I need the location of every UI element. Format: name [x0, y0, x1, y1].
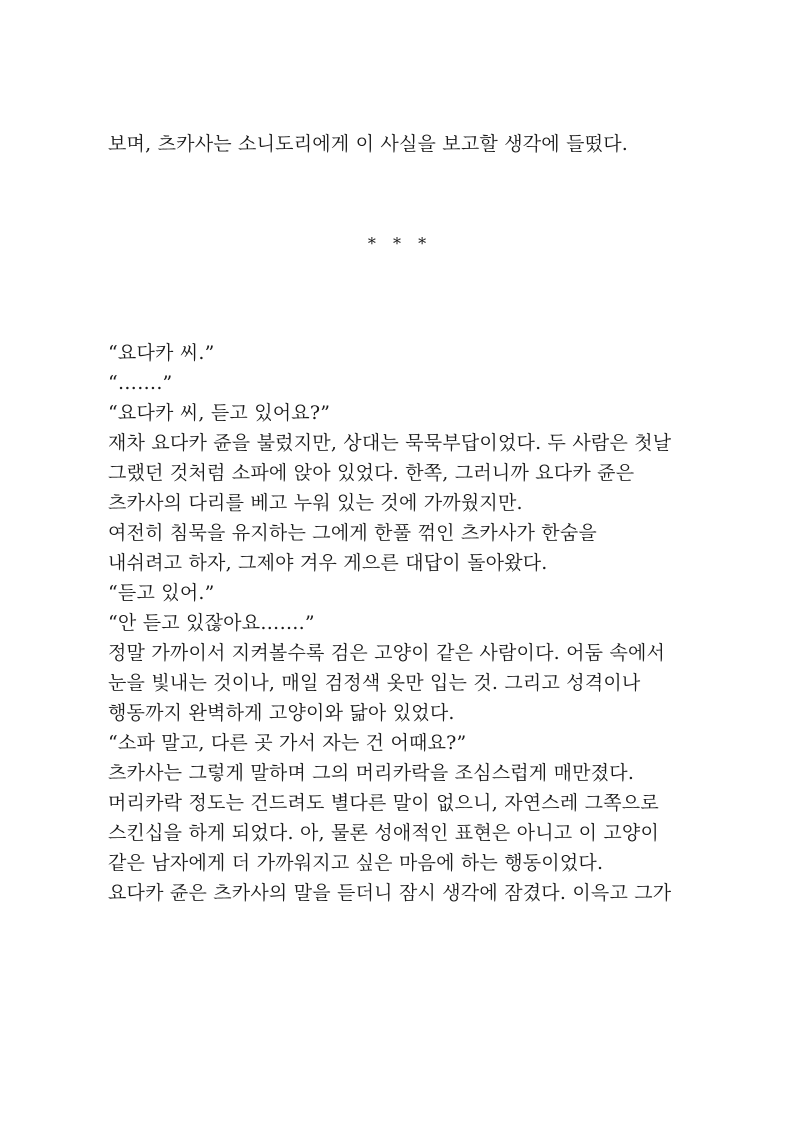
paragraph-line: 츠카사는 그렇게 말하며 그의 머리카락을 조심스럽게 매만졌다.	[108, 762, 635, 784]
paragraph-line: 보며, 츠카사는 소니도리에게 이 사실을 보고할 생각에 들떴다.	[108, 133, 629, 155]
dialogue-line: “소파 말고, 다른 곳 가서 자는 건 어때요?”	[108, 732, 467, 754]
dialogue-line: “듣고 있어.”	[108, 582, 215, 604]
paragraph-line: 그랬던 것처럼 소파에 앉아 있었다. 한쪽, 그러니까 요다카 쥰은	[108, 462, 635, 484]
dialogue-line: “안 듣고 있잖아요…….”	[108, 612, 315, 634]
paragraph-line: 행동까지 완벽하게 고양이와 닮아 있었다.	[108, 702, 455, 724]
dialogue-line: “요다카 씨, 듣고 있어요?”	[108, 402, 331, 424]
paragraph-line: 머리카락 정도는 건드려도 별다른 말이 없으니, 자연스레 그쪽으로	[108, 792, 659, 814]
paragraph-line: 같은 남자에게 더 가까워지고 싶은 마음에 하는 행동이었다.	[108, 852, 604, 874]
paragraph-line: 스킨십을 하게 되었다. 아, 물론 성애적인 표현은 아니고 이 고양이	[108, 822, 660, 844]
paragraph-line: 내쉬려고 하자, 그제야 겨우 게으른 대답이 돌아왔다.	[108, 552, 548, 574]
paragraph-line: 정말 가까이서 지켜볼수록 검은 고양이 같은 사람이다. 어둠 속에서	[108, 642, 666, 664]
dialogue-line: “요다카 씨.”	[108, 342, 215, 364]
paragraph-line: 재차 요다카 쥰을 불렀지만, 상대는 묵묵부답이었다. 두 사람은 첫날	[108, 432, 672, 454]
paragraph-line: 여전히 침묵을 유지하는 그에게 한풀 꺾인 츠카사가 한숨을	[108, 522, 597, 544]
paragraph-line: 요다카 쥰은 츠카사의 말을 듣더니 잠시 생각에 잠겼다. 이윽고 그가	[108, 882, 672, 904]
paragraph-line: 츠카사의 다리를 베고 누워 있는 것에 가까웠지만.	[108, 492, 523, 514]
dialogue-line: “…….”	[108, 372, 173, 394]
scene-break: * * *	[367, 234, 433, 253]
paragraph-line: 눈을 빛내는 것이나, 매일 검정색 옷만 입는 것. 그리고 성격이나	[108, 672, 641, 694]
